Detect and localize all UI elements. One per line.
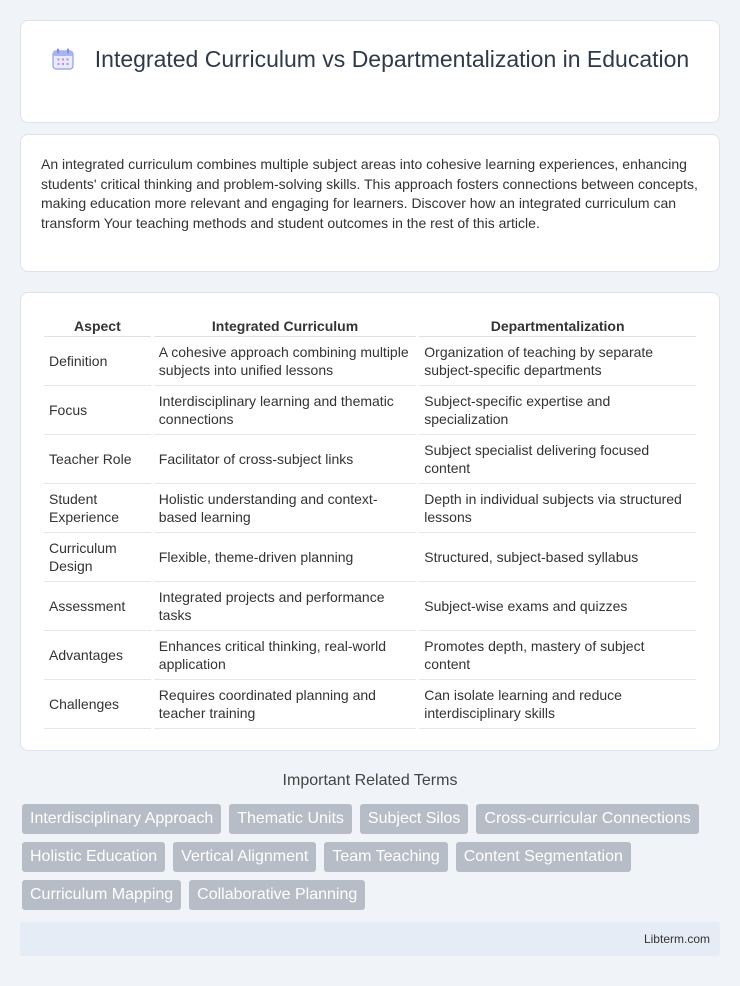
table-row (44, 680, 696, 729)
table-header-row (44, 315, 696, 337)
related-term-tag[interactable]: Subject Silos (360, 804, 469, 834)
row-integrated: A cohesive approach combining multiple subjects into unified lessons (154, 337, 416, 386)
row-aspect: Curriculum Design (44, 533, 151, 582)
row-integrated: Integrated projects and performance tasks (154, 582, 416, 631)
row-aspect: Challenges (44, 680, 151, 729)
table-row (44, 337, 696, 386)
row-aspect: Focus (44, 386, 151, 435)
row-departmentalization: Promotes depth, mastery of subject content (419, 631, 696, 680)
intro-card (20, 134, 720, 272)
table-row (44, 435, 696, 484)
footer-site-link[interactable]: Libterm.com (643, 932, 710, 946)
footer (20, 922, 720, 956)
row-integrated: Holistic understanding and context-based learning (154, 484, 416, 533)
row-integrated: Interdisciplinary learning and thematic connections (154, 386, 416, 435)
related-term-tag[interactable]: Thematic Units (229, 804, 352, 834)
page-title-wrap (21, 45, 719, 74)
comparison-table (41, 315, 699, 729)
row-integrated: Requires coordinated planning and teacher training (154, 680, 416, 729)
row-aspect: Advantages (44, 631, 151, 680)
row-departmentalization: Depth in individual subjects via structured lessons (419, 484, 696, 533)
comparison-card (20, 292, 720, 751)
related-term-tag[interactable]: Vertical Alignment (173, 842, 316, 872)
related-term-tag[interactable]: Holistic Education (22, 842, 165, 872)
row-departmentalization: Subject-specific expertise and specialization (419, 386, 696, 435)
header-integrated: Integrated Curriculum (154, 315, 416, 337)
header-aspect: Aspect (44, 315, 151, 337)
row-departmentalization: Subject specialist delivering focused content (419, 435, 696, 484)
calendar-icon (51, 47, 75, 71)
row-departmentalization: Subject-wise exams and quizzes (419, 582, 696, 631)
header-departmentalization: Departmentalization (419, 315, 696, 337)
related-term-tag[interactable]: Interdisciplinary Approach (22, 804, 221, 834)
related-term-tag[interactable]: Collaborative Planning (189, 880, 365, 910)
table-row (44, 582, 696, 631)
row-aspect: Assessment (44, 582, 151, 631)
table-row (44, 386, 696, 435)
table-row (44, 484, 696, 533)
table-row (44, 533, 696, 582)
row-departmentalization: Can isolate learning and reduce interdisciplinary skills (419, 680, 696, 729)
row-aspect: Student Experience (44, 484, 151, 533)
row-departmentalization: Structured, subject-based syllabus (419, 533, 696, 582)
row-integrated: Enhances critical thinking, real-world application (154, 631, 416, 680)
related-term-tag[interactable]: Curriculum Mapping (22, 880, 181, 910)
related-terms-list (22, 804, 712, 910)
related-term-tag[interactable]: Team Teaching (324, 842, 447, 872)
row-departmentalization: Organization of teaching by separate subject-specific departments (419, 337, 696, 386)
row-integrated: Facilitator of cross-subject links (154, 435, 416, 484)
page-title: Integrated Curriculum vs Departmentalization in Education (94, 46, 690, 72)
table-row (44, 631, 696, 680)
title-card (20, 20, 720, 123)
related-terms-title: Important Related Terms (282, 772, 458, 789)
related-term-tag[interactable]: Content Segmentation (456, 842, 631, 872)
row-integrated: Flexible, theme-driven planning (154, 533, 416, 582)
intro-paragraph: An integrated curriculum combines multiple subject areas into cohesive learning experiences, enhancing students' critical thinking and problem-solving skills. This approach fosters connections between concepts, making education more relevant and engaging for learners. Discover how an integrated curriculum can transform Your teaching methods and student outcomes in the rest of this article. (41, 156, 698, 231)
row-aspect: Definition (44, 337, 151, 386)
related-term-tag[interactable]: Cross-curricular Connections (476, 804, 698, 834)
row-aspect: Teacher Role (44, 435, 151, 484)
